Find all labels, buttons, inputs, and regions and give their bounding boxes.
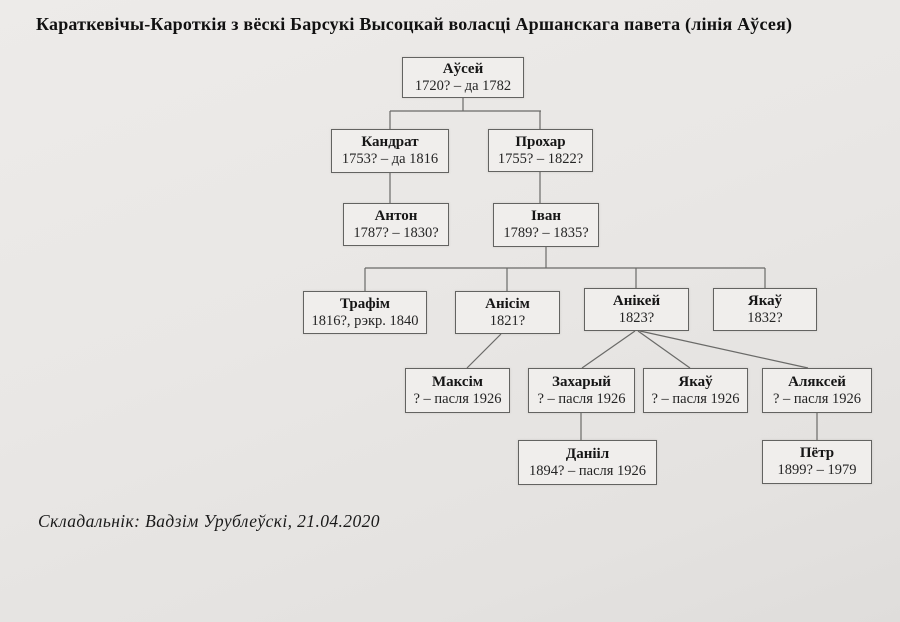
person-years: 1789? – 1835?: [503, 225, 589, 242]
tree-node-zaharyj: [528, 368, 635, 413]
person-years: 1821?: [489, 312, 526, 329]
person-name: Прохар: [515, 133, 566, 150]
person-name: Данііл: [565, 445, 610, 462]
person-name: Аўсей: [442, 60, 484, 77]
tree-node-pjotr: [762, 440, 872, 484]
person-years: 1720? – да 1782: [414, 77, 512, 94]
person-years: ? – пасля 1926: [537, 390, 626, 407]
tree-node-anikej: [584, 288, 689, 331]
person-name: Аляксей: [788, 373, 846, 390]
tree-node-trafim: [303, 291, 427, 334]
tree-node-anton: [343, 203, 449, 246]
person-name: Максім: [432, 373, 483, 390]
person-years: 1755? – 1822?: [497, 150, 584, 167]
person-years: 1832?: [747, 309, 783, 326]
tree-node-jakau-1: [713, 288, 817, 331]
person-years: 1816?, рэкр. 1840: [311, 312, 419, 329]
person-years: 1787? – 1830?: [353, 224, 439, 241]
person-years: 1753? – да 1816: [341, 151, 439, 168]
page-title: Караткевічы-Кароткія з вёскі Барсукі Высоцкай воласці Аршанскага павета (лінія Аўсея): [36, 14, 793, 34]
tree-node-anisim: [455, 291, 560, 334]
tree-node-jakau-2: [643, 368, 748, 413]
person-name: Трафім: [339, 295, 391, 312]
compiler-credit: Складальнік: Вадзім Урублеўскі, 21.04.2020: [38, 511, 380, 531]
person-years: ? – пасля 1926: [413, 390, 502, 407]
person-name: Іван: [530, 208, 562, 224]
person-years: ? – пасля 1926: [651, 390, 740, 407]
tree-node-maksim: [405, 368, 510, 413]
tree-node-kandrat: [331, 129, 449, 173]
tree-node-prohar: [488, 129, 593, 172]
person-name: Анісім: [485, 295, 530, 312]
person-name: Кандрат: [361, 134, 419, 150]
person-name: Захарый: [552, 373, 611, 390]
person-years: 1899? – 1979: [777, 462, 857, 479]
tree-node-daniil: [518, 440, 657, 485]
person-name: Пётр: [799, 445, 835, 461]
person-years: 1894? – пасля 1926: [528, 462, 647, 479]
tree-node-aljaksej: [762, 368, 872, 413]
person-name: Анікей: [612, 292, 661, 309]
person-name: Якаў: [747, 292, 783, 309]
person-years: ? – пасля 1926: [772, 390, 862, 407]
tree-node-ausej: [402, 57, 524, 98]
person-years: 1823?: [618, 309, 655, 326]
person-name: Антон: [374, 207, 418, 224]
tree-node-ivan: [493, 203, 599, 247]
person-name: Якаў: [678, 373, 713, 390]
